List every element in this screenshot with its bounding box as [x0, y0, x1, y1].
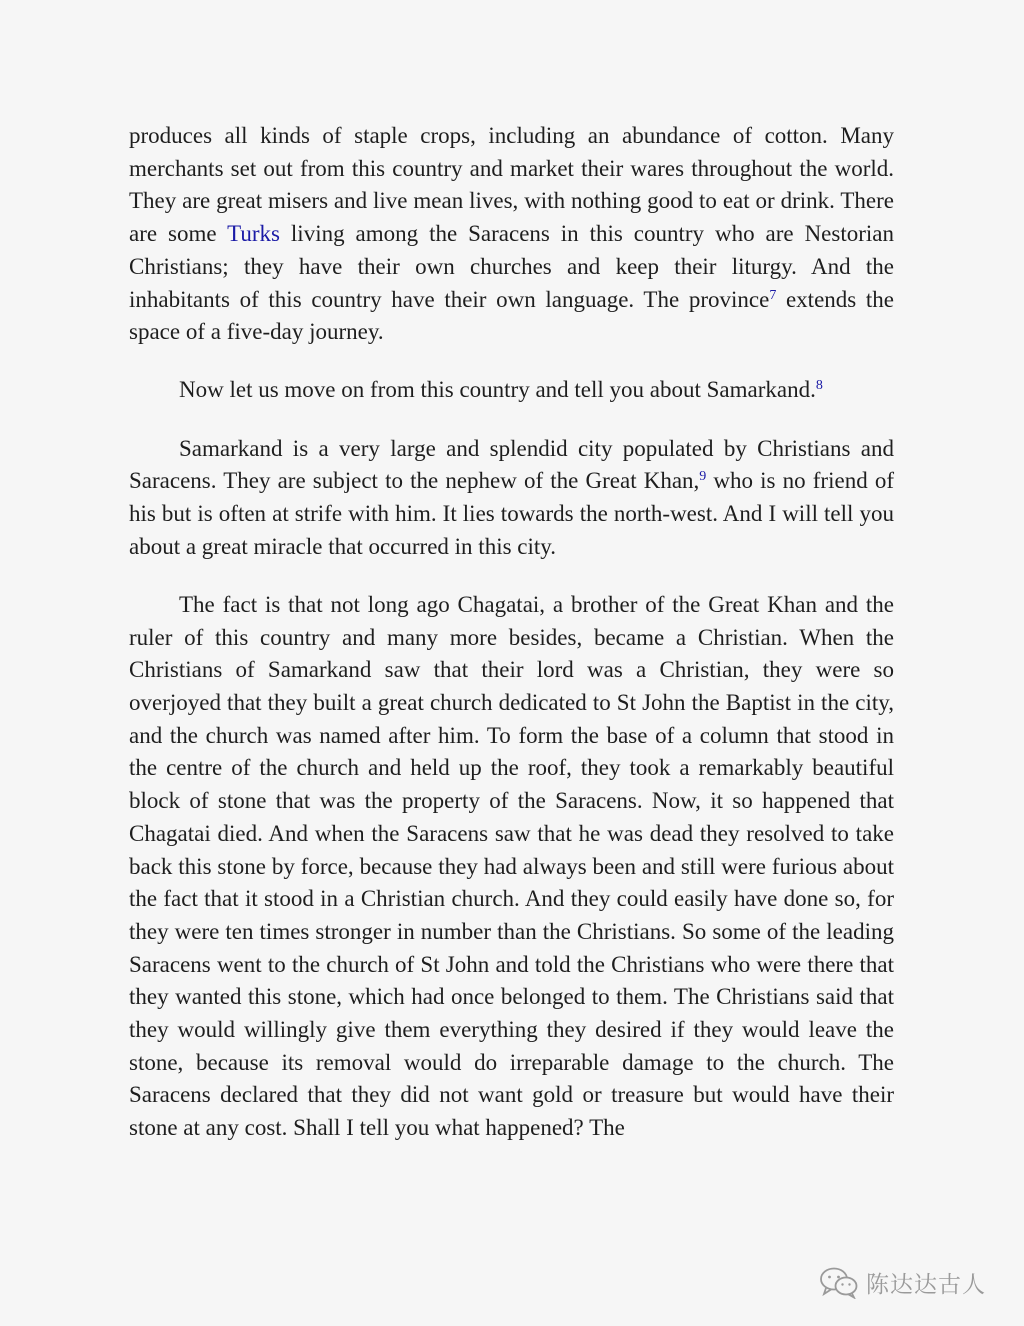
- turks-link[interactable]: Turks: [227, 221, 280, 247]
- footnote-9-link[interactable]: 9: [699, 469, 707, 485]
- paragraph-4: [129, 589, 894, 1145]
- paragraph-2-text-a: Now let us move on from this country and tell you about Samarkand.: [179, 377, 816, 403]
- paragraph-1-text-b: living among the Saracens in this country who are Nestorian Christians; they have their own churches and keep their liturgy. And the inhabitants of this country have their own language. The province: [129, 221, 894, 312]
- paragraph-4-text-a: The fact is that not long ago Chagatai, a brother of the Great Khan and the ruler of this country and many more besides, became a Christian. When the Christians of Samarkand saw that their lord was a Christian, they were so overjoyed that they built a great church dedicated to St John the Baptist in the city, and the church was named after him. To form the base of a column that stood in the centre of the church and held up the roof, they took a remarkably beautiful block of stone that was the property of the Saracens. Now, it so happened that Chagatai died. And when the Saracens saw that he was dead they resolved to take back this stone by force, because they had always been and still were furious about the fact that it stood in a Christian church. And they could easily have done so, for they were ten times stronger in number than the Christians. So some of the leading Saracens went to the church of St John and told the Christians who were there that they wanted this stone, which had once belonged to them. The Christians said that they would willingly give them everything they desired if they would leave the stone, because its removal would do irreparable damage to the church. The Saracens declared that they did not want gold or treasure but would have their stone at any cost. Shall I tell you what happened? The: [129, 591, 894, 1141]
- page-body: [129, 120, 894, 1170]
- watermark-text: 陈达达古人: [866, 1271, 986, 1298]
- footnote-7-link[interactable]: 7: [769, 287, 777, 303]
- wechat-icon: [818, 1265, 860, 1299]
- paragraph-3: [129, 433, 894, 564]
- footnote-8-link[interactable]: 8: [815, 378, 823, 394]
- watermark: [818, 1262, 986, 1302]
- paragraph-3-text-a: Samarkand is a very large and splendid city populated by Christians and Saracens. They are subject to the nephew of the Great Khan,: [129, 435, 894, 494]
- paragraph-1-text-a: produces all kinds of staple crops, including an abundance of cotton. Many merchants set out from this country and market their wares throughout the world. They are great misers and live mean lives, with nothing good to eat or drink. There are some: [129, 123, 894, 247]
- paragraph-1-text-c: extends the space of a five-day journey.: [129, 286, 894, 345]
- paragraph-1: [129, 120, 894, 349]
- paragraph-3-text-b: who is no friend of his but is often at strife with him. It lies towards the north-west. And I will tell you about a great miracle that occurred in this city.: [129, 468, 894, 559]
- paragraph-2: [129, 374, 894, 407]
